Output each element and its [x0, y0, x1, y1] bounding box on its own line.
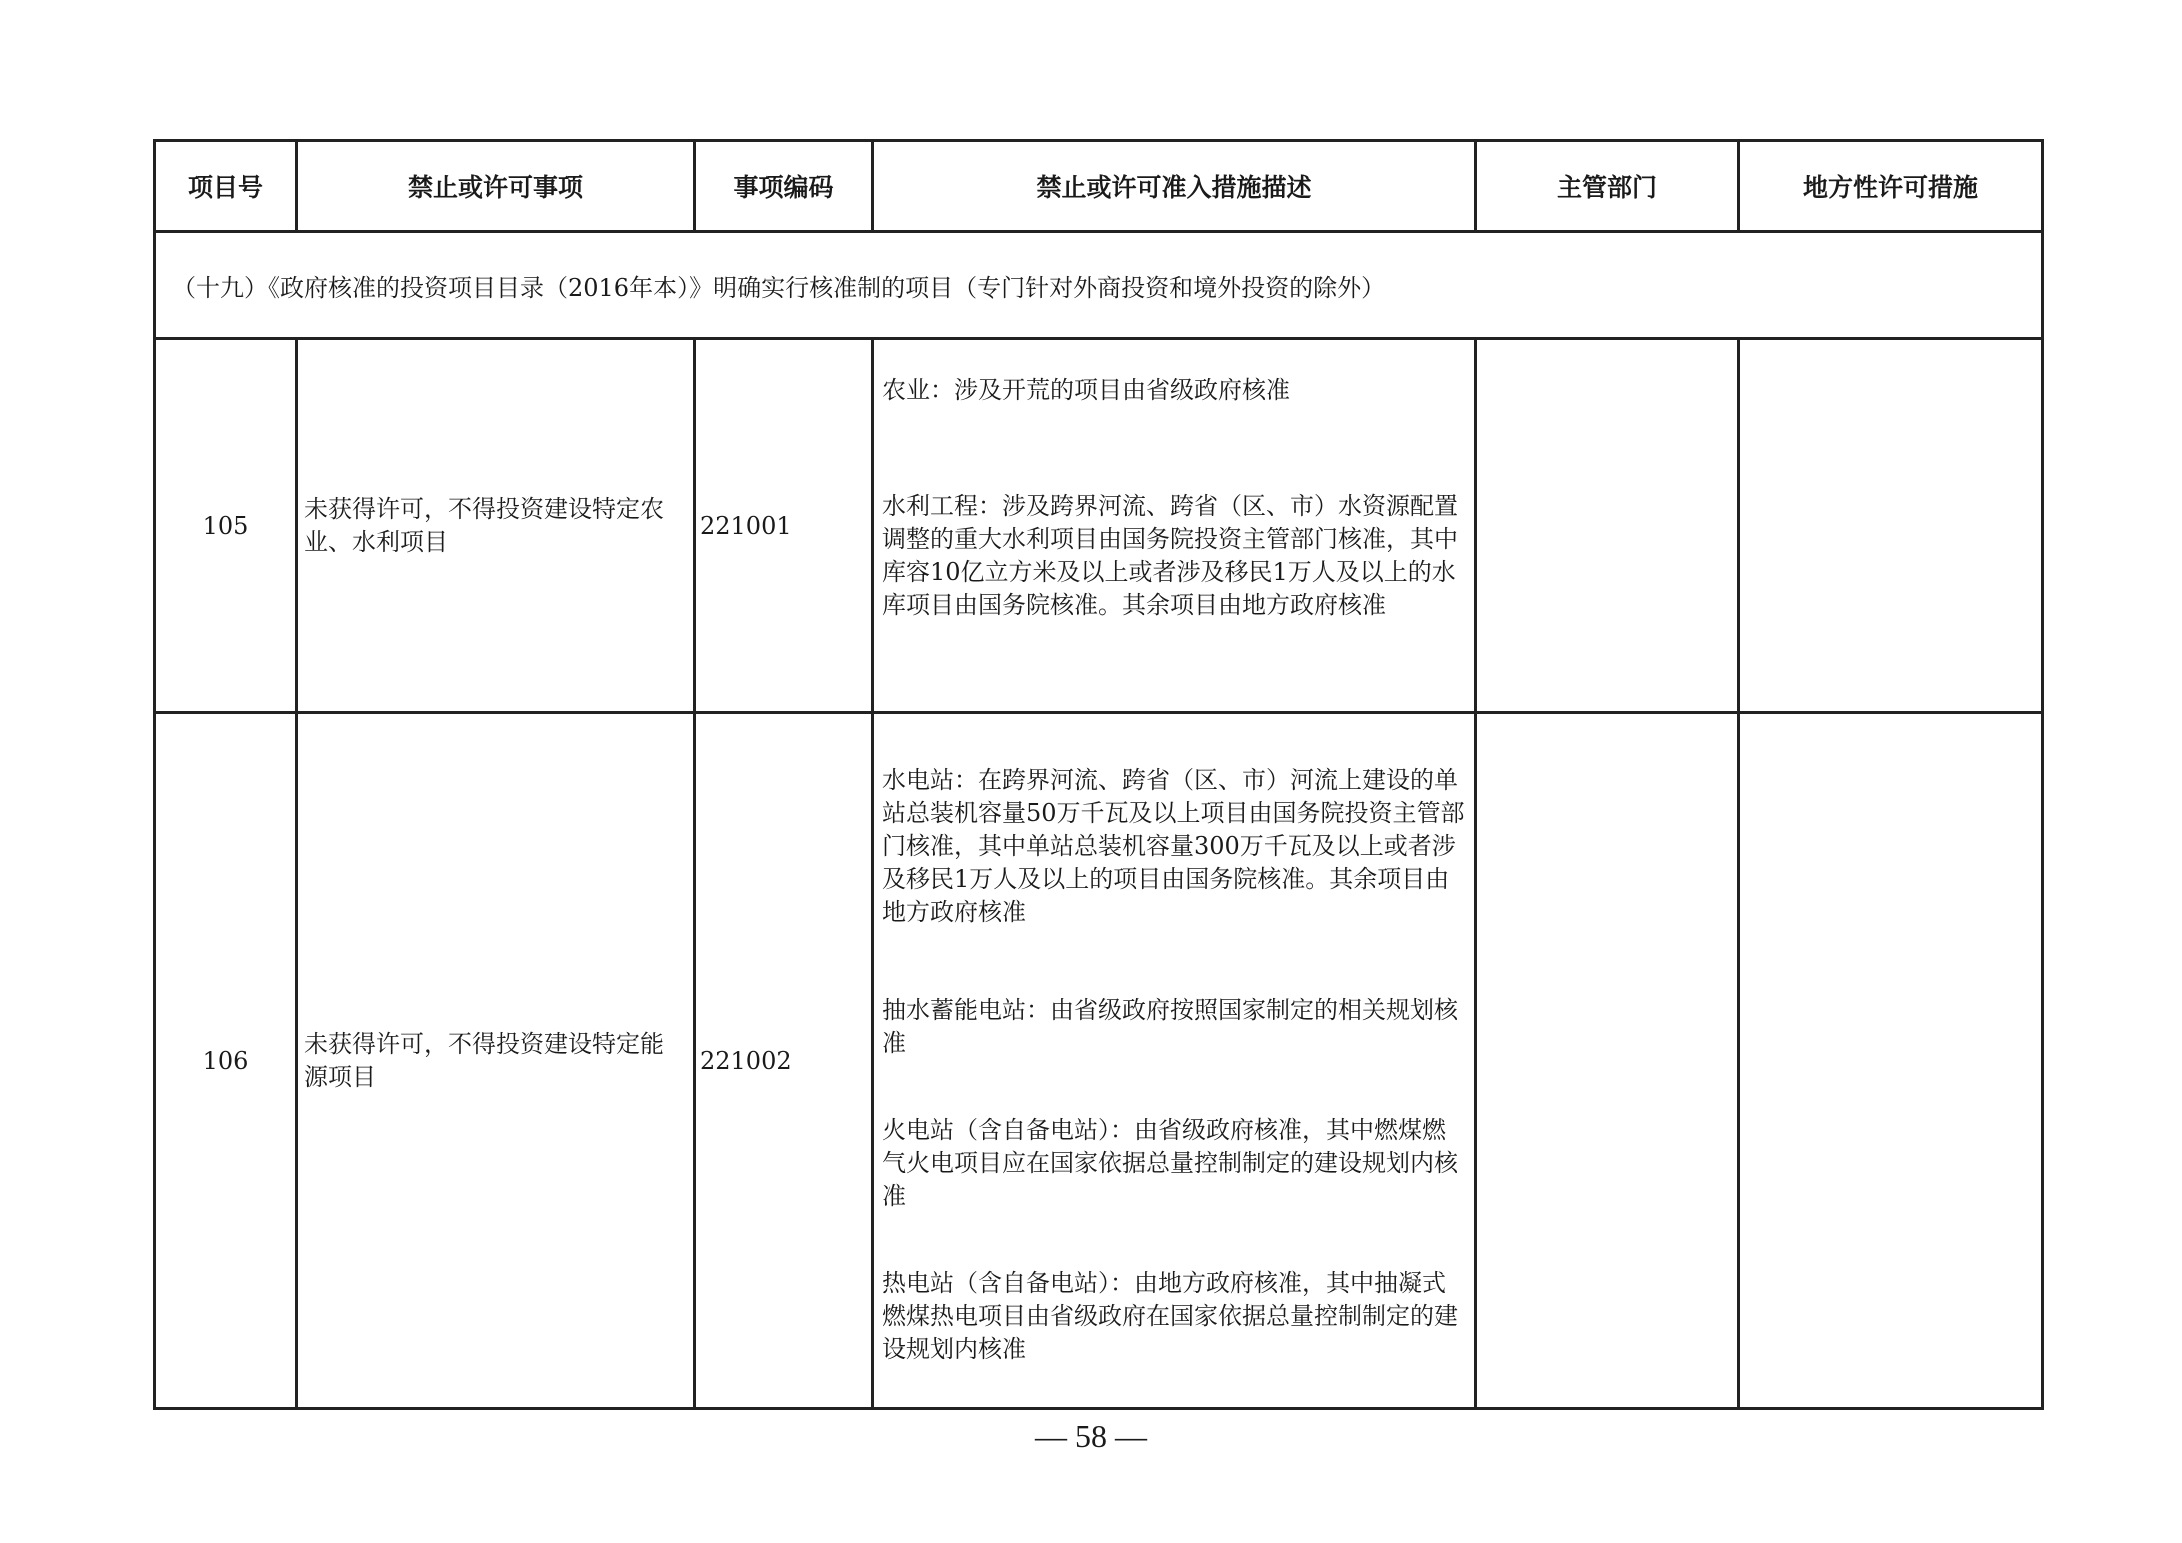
header-code: 事项编码: [695, 141, 873, 232]
row-code: 221002: [695, 713, 873, 1409]
row-description: [873, 713, 1476, 1409]
section-title: （十九）《政府核准的投资项目目录（2016年本）》明确实行核准制的项目（专门针对外商投资和境外投资的除外）: [155, 232, 2043, 339]
table-row: [155, 339, 2043, 713]
description-paragraph: 农业：涉及开荒的项目由省级政府核准: [882, 376, 1290, 404]
description-paragraph: 水利工程：涉及跨界河流、跨省（区、市）水资源配置调整的重大水利项目由国务院投资主管部门核准，其中库容10亿立方米及以上或者涉及移民1万人及以上的水库项目由国务院核准。其余项目由地方政府核准: [882, 492, 1458, 619]
description-paragraph: 火电站（含自备电站）：由省级政府核准，其中燃煤燃气火电项目应在国家依据总量控制制定的建设规划内核准: [882, 1116, 1458, 1210]
row-number: 105: [155, 339, 297, 713]
row-item: 未获得许可，不得投资建设特定能源项目: [297, 713, 695, 1409]
section-row: [155, 232, 2043, 339]
page-number: — 58 —: [1035, 1418, 1147, 1454]
header-item-number: 项目号: [155, 141, 297, 232]
header-description: 禁止或许可准入措施描述: [873, 141, 1476, 232]
row-code: 221001: [695, 339, 873, 713]
row-department: [1476, 713, 1739, 1409]
header-department: 主管部门: [1476, 141, 1739, 232]
row-local-measures: [1739, 339, 2043, 713]
row-item: 未获得许可，不得投资建设特定农业、水利项目: [297, 339, 695, 713]
row-department: [1476, 339, 1739, 713]
description-paragraph: 抽水蓄能电站：由省级政府按照国家制定的相关规划核准: [882, 996, 1458, 1057]
header-row: [155, 141, 2043, 232]
row-description: [873, 339, 1476, 713]
table-row: [155, 713, 2043, 1409]
row-number: 106: [155, 713, 297, 1409]
description-paragraph: 热电站（含自备电站）：由地方政府核准，其中抽凝式燃煤热电项目由省级政府在国家依据总量控制制定的建设规划内核准: [882, 1269, 1458, 1363]
permit-table: [153, 139, 2044, 1410]
header-item: 禁止或许可事项: [297, 141, 695, 232]
description-paragraph: 水电站：在跨界河流、跨省（区、市）河流上建设的单站总装机容量50万千瓦及以上项目由国务院投资主管部门核准，其中单站总装机容量300万千瓦及以上或者涉及移民1万人及以上的项目由国务院核准。其余项目由地方政府核准: [882, 766, 1465, 926]
header-local-measures: 地方性许可措施: [1739, 141, 2043, 232]
row-local-measures: [1739, 713, 2043, 1409]
